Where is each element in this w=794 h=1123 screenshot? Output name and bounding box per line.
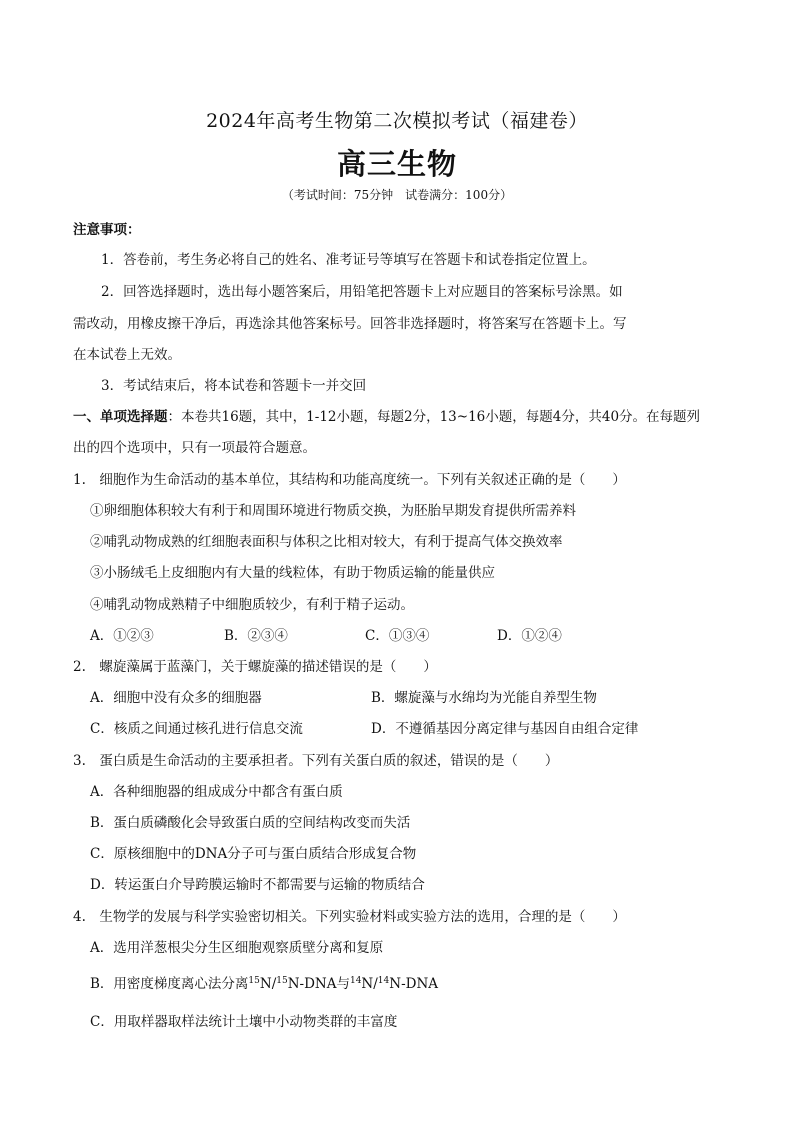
isotope-n-b: N/ [361, 976, 378, 992]
question-4-option-b [90, 972, 438, 992]
notice-item-2-line-1: 2．回答选择题时，选出每小题答案后，用铅笔把答题卡上对应题目的答案标号涂黑。如 [101, 284, 623, 300]
question-2-option-a: A．细胞中没有众多的细胞器 [90, 690, 262, 706]
isotope-mass-15b: 15 [276, 976, 288, 986]
question-3-option-b: B．蛋白质磷酸化会导致蛋白质的空间结构改变而失活 [90, 815, 411, 831]
question-1-option-c: C．①③④ [365, 628, 430, 644]
question-1-option-d: D．①②④ [497, 628, 562, 644]
question-2-option-b: B．螺旋藻与水绵均为光能自养型生物 [371, 690, 597, 706]
notice-item-3: 3．考试结束后，将本试卷和答题卡一并交回 [101, 378, 367, 394]
isotope-n-a: N/ [259, 976, 277, 992]
question-3-option-c: C．原核细胞中的DNA分子可与蛋白质结合形成复合物 [90, 846, 417, 862]
notice-item-2-line-3: 在本试卷上无效。 [73, 347, 181, 363]
option-b-text: B．用密度梯度离心法分离 [90, 976, 249, 992]
isotope-dna-b: N-DNA [389, 976, 439, 992]
isotope-mass-14b: 14 [377, 976, 390, 986]
question-1-statement-4: ④哺乳动物成熟精子中细胞质较少，有利于精子运动。 [90, 597, 414, 613]
question-2-option-c: C．核质之间通过核孔进行信息交流 [90, 721, 303, 737]
isotope-mass-15a: 15 [248, 976, 260, 986]
subject-title: 高三生物 [336, 147, 457, 181]
question-4-option-a: A．选用洋葱根尖分生区细胞观察质壁分离和复原 [90, 940, 384, 956]
section-heading: 一、单项选择题 [73, 409, 168, 425]
question-1-stem: 1. 细胞作为生命活动的基本单位，其结构和功能高度统一。下列有关叙述正确的是（ ） [73, 472, 626, 488]
section-description: ：本卷共16题，其中，1-12小题，每题2分，13~16小题，每题4分，共40分。在每题列 [167, 409, 701, 425]
question-1-option-b: B．②③④ [224, 628, 288, 644]
question-3-option-a: A．各种细胞器的组成成分中都含有蛋白质 [90, 784, 343, 800]
exam-info: （考试时间：75分钟 试卷满分：100分） [281, 188, 513, 202]
question-4-option-c: C．用取样器取样法统计土壤中小动物类群的丰富度 [90, 1014, 398, 1030]
question-1-statement-2: ②哺乳动物成熟的红细胞表面积与体积之比相对较大，有利于提高气体交换效率 [90, 534, 563, 550]
question-4-stem: 4. 生物学的发展与科学实验密切相关。下列实验材料或实验方法的选用，合理的是（ ） [73, 909, 626, 925]
notice-item-1: 1．答卷前，考生务必将自己的姓名、准考证号等填写在答题卡和试卷指定位置上。 [101, 252, 596, 268]
question-2-option-d: D．不遵循基因分离定律与基因自由组合定律 [371, 721, 639, 737]
question-3-stem: 3. 蛋白质是生命活动的主要承担者。下列有关蛋白质的叙述，错误的是（ ） [73, 753, 559, 769]
section-heading-line-2: 出的四个选项中，只有一项最符合题意。 [73, 440, 316, 456]
question-1-option-a: A．①②③ [90, 628, 154, 644]
question-3-option-d: D．转运蛋白介导跨膜运输时不都需要与运输的物质结合 [90, 877, 425, 893]
isotope-dna-a: N-DNA与 [287, 976, 350, 992]
question-1-statement-3: ③小肠绒毛上皮细胞内有大量的线粒体，有助于物质运输的能量供应 [90, 565, 495, 581]
notice-item-2-line-2: 需改动，用橡皮擦干净后，再选涂其他答案标号。回答非选择题时，将答案写在答题卡上。写 [73, 316, 627, 332]
exam-title: 2024年高考生物第二次模拟考试（福建卷） [206, 110, 588, 132]
question-2-stem: 2. 螺旋藻属于蓝藻门，关于螺旋藻的描述错误的是（ ） [73, 659, 437, 675]
question-1-statement-1: ①卵细胞体积较大有利于和周围环境进行物质交换，为胚胎早期发育提供所需养料 [90, 503, 576, 519]
isotope-mass-14a: 14 [349, 976, 362, 986]
notice-heading: 注意事项： [73, 222, 141, 238]
section-heading-line-1 [73, 405, 700, 425]
